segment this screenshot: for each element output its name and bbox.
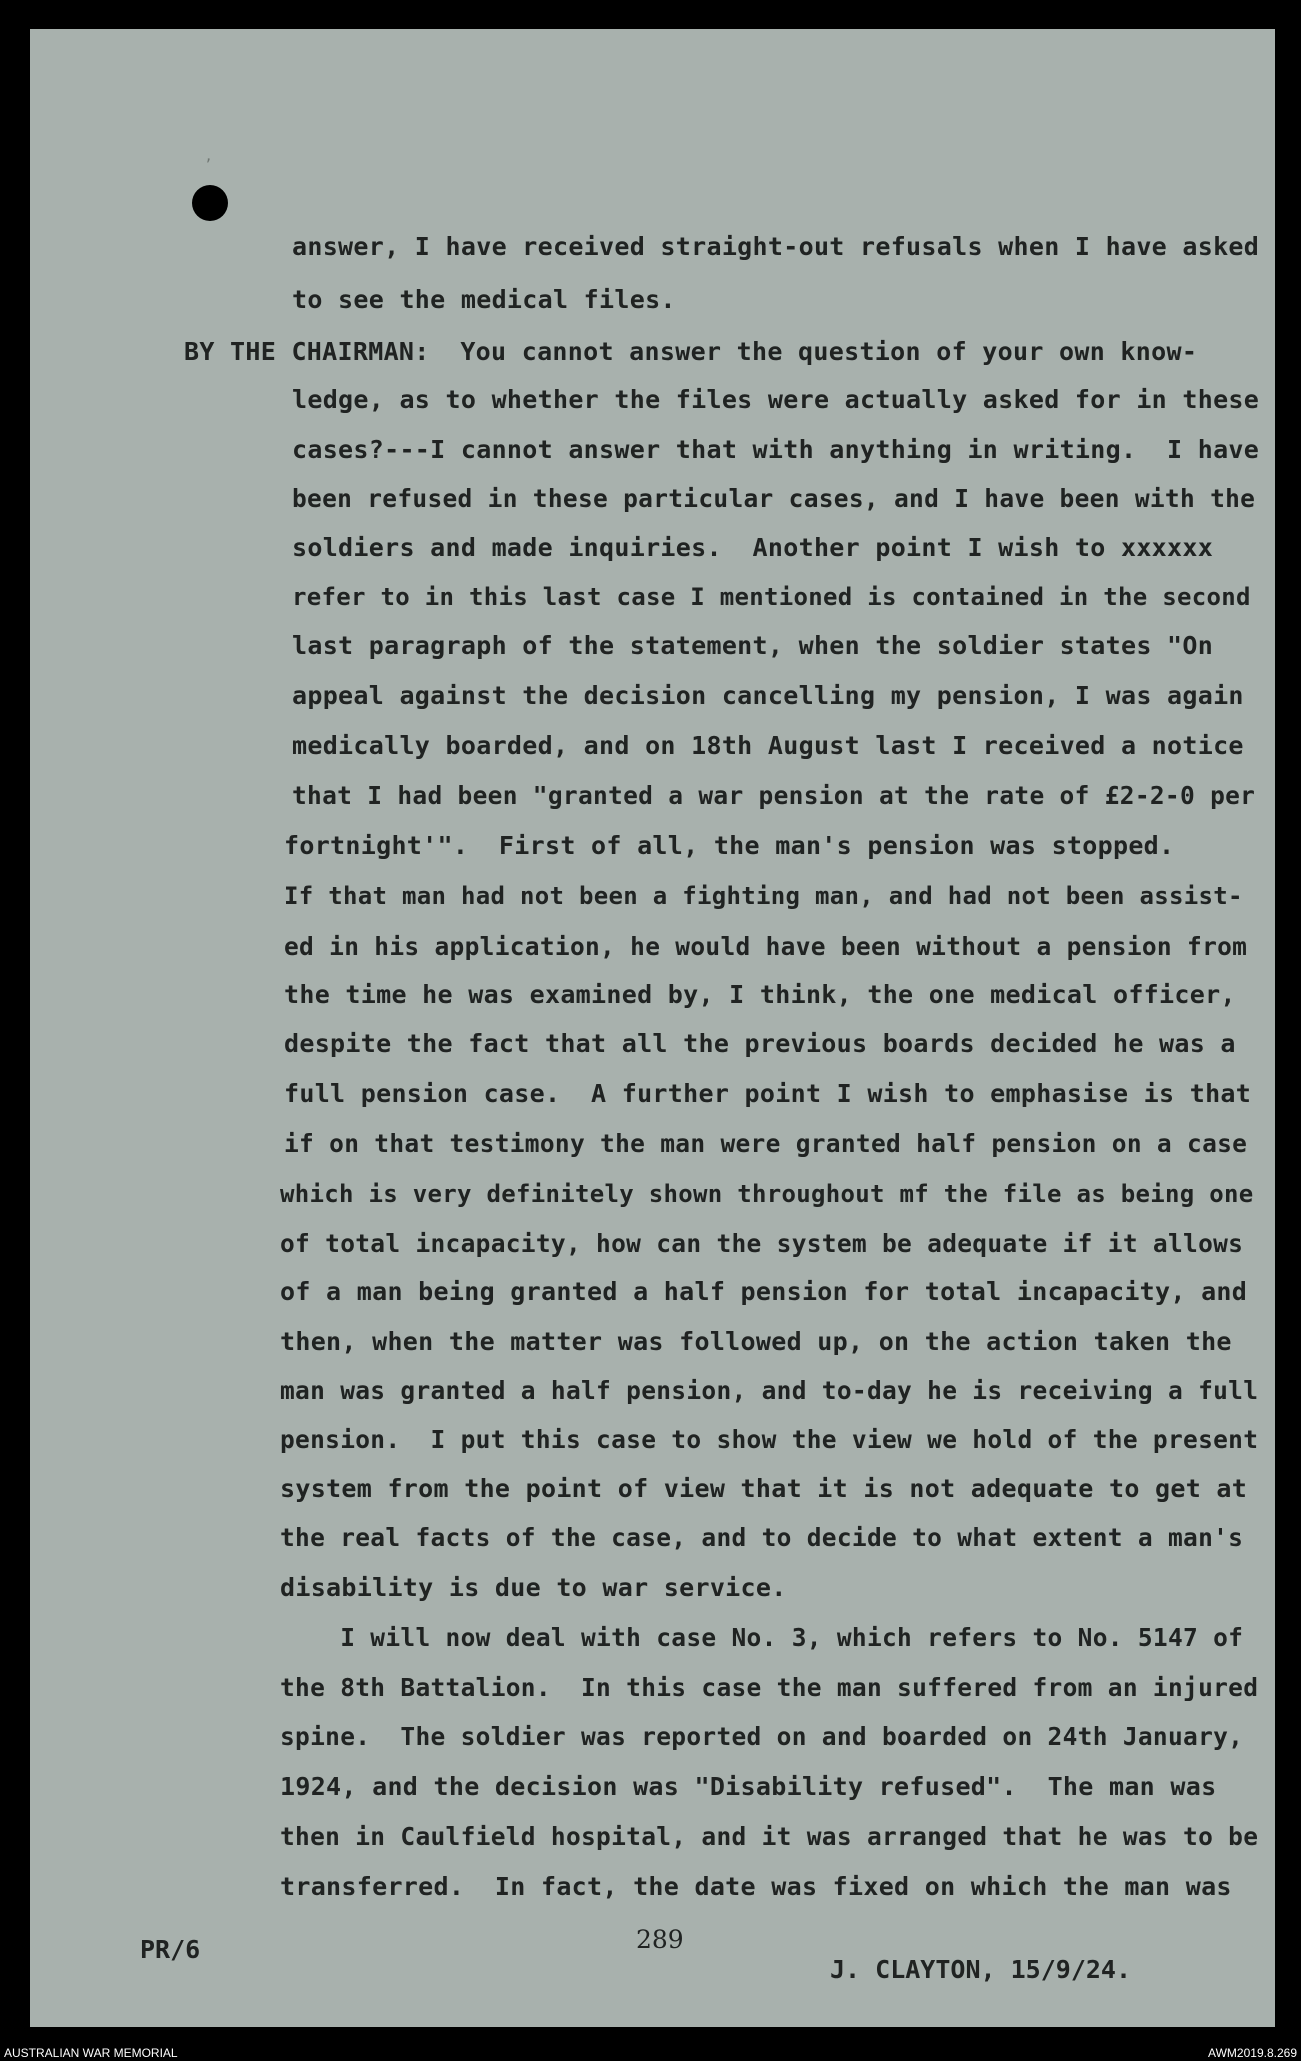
text-line: I will now deal with case No. 3, which refers to No. 5147 of [280, 1623, 1244, 1652]
text-line: appeal against the decision cancelling my pension, I was again [292, 681, 1244, 710]
text-line: soldiers and made inquiries. Another point I wish to xxxxxx [292, 533, 1214, 562]
text-line: then in Caulfield hospital, and it was arranged that he was to be [280, 1822, 1259, 1851]
page-number: 289 [636, 1925, 684, 1954]
text-line: been refused in these particular cases, and I have been with the [292, 484, 1256, 513]
archive-reference: AWM2019.8.269 [1208, 2046, 1297, 2060]
text-line: full pension case. A further point I wish to emphasise is that [284, 1079, 1252, 1108]
text-line: that I had been "granted a war pension at the rate of £2-2-0 per [292, 781, 1256, 810]
text-line: pension. I put this case to show the view we hold of the present [280, 1425, 1259, 1454]
text-line: if on that testimony the man were granted half pension on a case [284, 1129, 1248, 1158]
text-line: system from the point of view that it is not adequate to get at [280, 1474, 1248, 1503]
text-line: fortnight'". First of all, the man's pension was stopped. [284, 831, 1175, 860]
text-line: spine. The soldier was reported on and boarded on 24th January, [280, 1722, 1244, 1751]
text-line: disability is due to war service. [280, 1573, 787, 1602]
text-line: ledge, as to whether the files were actually asked for in these [292, 385, 1260, 414]
text-line: medically boarded, and on 18th August last I received a notice [292, 731, 1244, 760]
footer-ref: PR/6 [140, 1935, 201, 1964]
text-line: If that man had not been a fighting man, and had not been assist- [284, 882, 1243, 910]
text-line: last paragraph of the statement, when the soldier states "On [292, 631, 1214, 660]
reporter-signature-line: J. CLAYTON, 15/9/24. [830, 1955, 1132, 1984]
text-line: BY THE CHAIRMAN: You cannot answer the question of your own know- [184, 337, 1198, 366]
text-line: then, when the matter was followed up, on the action taken the [280, 1327, 1232, 1356]
text-line: the 8th Battalion. In this case the man suffered from an injured [280, 1673, 1259, 1702]
text-line: 1924, and the decision was "Disability refused". The man was [280, 1772, 1217, 1801]
text-line: ed in his application, he would have been without a pension from [284, 932, 1248, 961]
text-line: refer to in this last case I mentioned is contained in the second [292, 583, 1251, 611]
text-line: cases?---I cannot answer that with anything in writing. I have [292, 435, 1260, 464]
archive-credit: AUSTRALIAN WAR MEMORIAL [4, 2046, 178, 2060]
text-line: which is very definitely shown throughout mf the file as being one [280, 1180, 1254, 1208]
document-page [30, 29, 1275, 2027]
text-line: answer, I have received straight-out refusals when I have asked [292, 232, 1260, 261]
text-line: to see the medical files. [292, 285, 676, 314]
text-line: man was granted a half pension, and to-day he is receiving a full [280, 1376, 1259, 1405]
text-line: despite the fact that all the previous boards decided he was a [284, 1029, 1236, 1058]
text-line: of total incapacity, how can the system be adequate if it allows [280, 1229, 1244, 1258]
punch-hole [192, 185, 228, 221]
punch-mark: ʼ [204, 157, 213, 173]
text-line: the time he was examined by, I think, the one medical officer, [284, 980, 1236, 1009]
text-line: the real facts of the case, and to decide to what extent a man's [280, 1523, 1244, 1552]
text-line: transferred. In fact, the date was fixed on which the man was [280, 1872, 1232, 1901]
text-line: of a man being granted a half pension for total incapacity, and [280, 1277, 1248, 1306]
